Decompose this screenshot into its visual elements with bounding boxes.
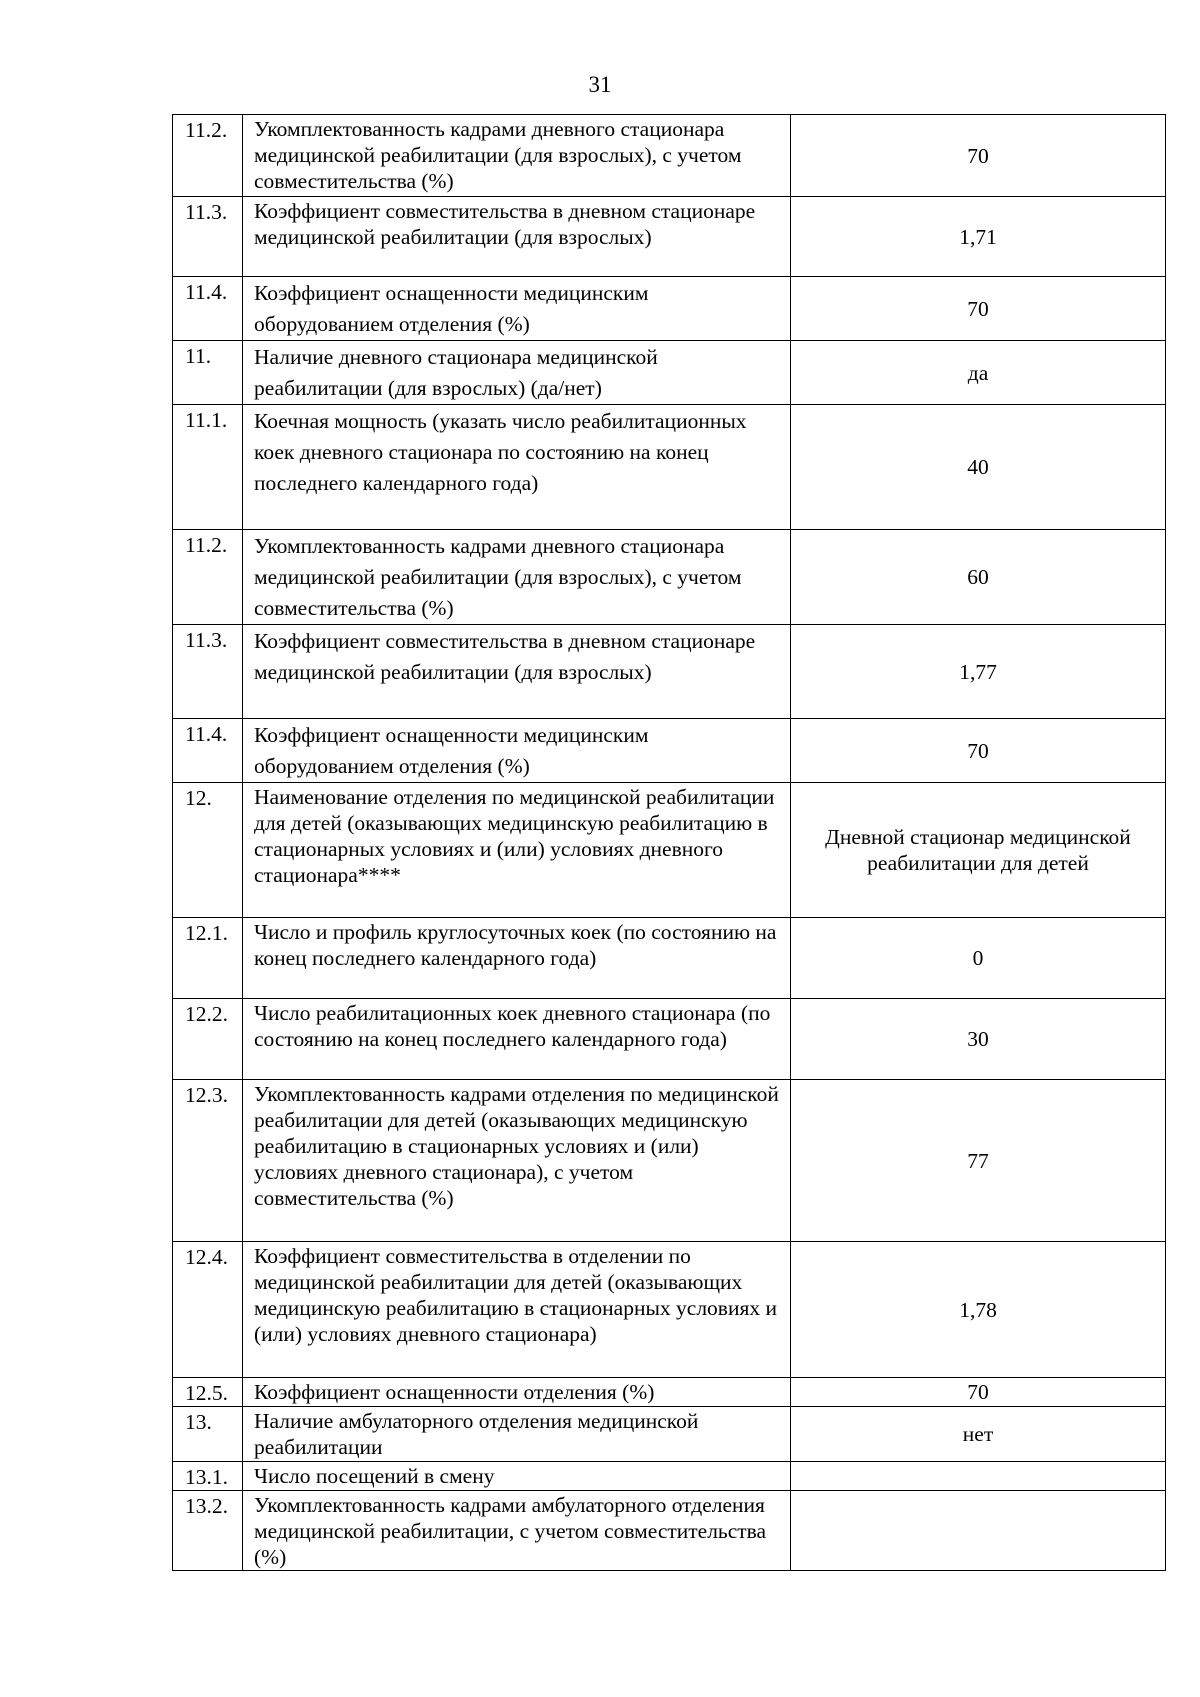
row-number: 11.3. [173, 197, 243, 277]
row-number: 11.2. [173, 530, 243, 625]
row-number: 12.4. [173, 1242, 243, 1378]
table-row [173, 197, 1166, 277]
table-row [173, 1080, 1166, 1242]
row-number: 11.4. [173, 719, 243, 783]
row-number: 13.2. [173, 1491, 243, 1571]
row-value: 70 [791, 1378, 1166, 1407]
row-description: Коечная мощность (указать число реабилитационных коек дневного стационара по состоянию на конец последнего календарного года) [243, 405, 791, 530]
row-description: Коэффициент совместительства в отделении по медицинской реабилитации для детей (оказывающих медицинскую реабилитацию в стационарных условиях и (или) условиях дневного стационара) [243, 1242, 791, 1378]
row-number: 12.1. [173, 918, 243, 999]
table-row [173, 1491, 1166, 1571]
row-number: 11.3. [173, 625, 243, 719]
row-number: 11.1. [173, 405, 243, 530]
row-description: Коэффициент оснащенности медицинским оборудованием отделения (%) [243, 719, 791, 783]
row-number: 12.2. [173, 999, 243, 1080]
row-description: Наличие дневного стационара медицинской реабилитации (для взрослых) (да/нет) [243, 341, 791, 405]
row-number: 12.5. [173, 1378, 243, 1407]
row-number: 13.1. [173, 1462, 243, 1491]
table-row [173, 115, 1166, 197]
table-row [173, 719, 1166, 783]
table-row [173, 530, 1166, 625]
row-number: 12.3. [173, 1080, 243, 1242]
row-description: Коэффициент оснащенности медицинским оборудованием отделения (%) [243, 277, 791, 341]
row-description: Укомплектованность кадрами амбулаторного отделения медицинской реабилитации, с учетом совместительства (%) [243, 1491, 791, 1571]
table-row [173, 1462, 1166, 1491]
table-row [173, 1378, 1166, 1407]
row-number: 11.4. [173, 277, 243, 341]
row-value: да [791, 341, 1166, 405]
row-description: Число посещений в смену [243, 1462, 791, 1491]
table-row [173, 918, 1166, 999]
row-value: 40 [791, 405, 1166, 530]
row-description: Число реабилитационных коек дневного стационара (по состоянию на конец последнего календарного года) [243, 999, 791, 1080]
table-row [173, 783, 1166, 918]
table-row [173, 405, 1166, 530]
row-number: 11.2. [173, 115, 243, 197]
row-value: 1,78 [791, 1242, 1166, 1378]
table-row [173, 625, 1166, 719]
row-value: 70 [791, 115, 1166, 197]
row-description: Наличие амбулаторного отделения медицинской реабилитации [243, 1407, 791, 1462]
row-value: 70 [791, 719, 1166, 783]
indicators-table [172, 114, 1166, 1571]
row-value: 1,71 [791, 197, 1166, 277]
row-description: Укомплектованность кадрами дневного стационара медицинской реабилитации (для взрослых), с учетом совместительства (%) [243, 530, 791, 625]
row-value: 70 [791, 277, 1166, 341]
row-description: Наименование отделения по медицинской реабилитации для детей (оказывающих медицинскую реабилитацию в стационарных условиях и (или) условиях дневного стационара**** [243, 783, 791, 918]
table-row [173, 999, 1166, 1080]
row-value [791, 1462, 1166, 1491]
row-value: 77 [791, 1080, 1166, 1242]
row-value: 1,77 [791, 625, 1166, 719]
row-value: нет [791, 1407, 1166, 1462]
row-number: 12. [173, 783, 243, 918]
row-description: Коэффициент оснащенности отделения (%) [243, 1378, 791, 1407]
row-value [791, 1491, 1166, 1571]
row-description: Коэффициент совместительства в дневном стационаре медицинской реабилитации (для взрослых) [243, 625, 791, 719]
row-description: Коэффициент совместительства в дневном стационаре медицинской реабилитации (для взрослых) [243, 197, 791, 277]
row-description: Укомплектованность кадрами дневного стационара медицинской реабилитации (для взрослых), с учетом совместительства (%) [243, 115, 791, 197]
row-number: 11. [173, 341, 243, 405]
table-row [173, 1407, 1166, 1462]
row-value: 60 [791, 530, 1166, 625]
table-row [173, 277, 1166, 341]
row-value: Дневной стационар медицинской реабилитации для детей [791, 783, 1166, 918]
page-number: 31 [588, 72, 612, 97]
row-description: Число и профиль круглосуточных коек (по состоянию на конец последнего календарного года) [243, 918, 791, 999]
row-value: 0 [791, 918, 1166, 999]
table-row [173, 1242, 1166, 1378]
row-description: Укомплектованность кадрами отделения по медицинской реабилитации для детей (оказывающих медицинскую реабилитацию в стационарных условиях и (или) условиях дневного стационара), с учетом совместительства (%) [243, 1080, 791, 1242]
table-row [173, 341, 1166, 405]
row-number: 13. [173, 1407, 243, 1462]
row-value: 30 [791, 999, 1166, 1080]
